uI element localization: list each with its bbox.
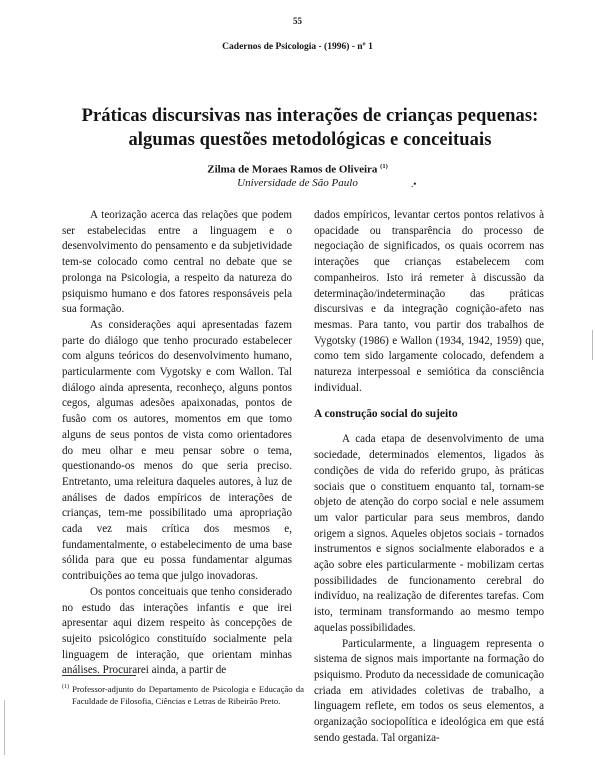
journal-header: Cadernos de Psicologia - (1996) - nº 1	[222, 42, 373, 52]
affiliation: Universidade de São Paulo	[237, 177, 358, 189]
scan-speck: .•	[411, 179, 417, 189]
paragraph: Particularmente, a linguagem representa o sistema de signos mais importante na formação do psiquismo. Produto da necessidade de comunicação criada em atividades coletivas de trabalho, a linguagem reflete, em todos os seus elementos, a organização sociopolítica e ideológica em que está sendo gestada. Tal organiza-	[314, 637, 544, 744]
scan-edge-mark	[592, 330, 593, 360]
author-note-ref: (1)	[380, 163, 388, 170]
paragraph: A cada etapa de desenvolvimento de uma sociedade, determinados elementos, ligados às condições de vida do referido grupo, às práticas sociais que o constituem enquanto tal, tornam-se objeto de atenção do corpo social e nele assumem um valor particular para seus membros, dando origem a signos. Aqueles objetos sociais - tornados instrumentos e signos socialmente elaborados e a ação sobre eles particularmente - mobilizam certas possibilidades de funcionamento cerebral do indivíduo, na realização de diferentes tarefas. Com isto, terminam transformando ao mesmo tempo aquelas possibilidades.	[314, 433, 544, 634]
footnote	[62, 681, 304, 707]
right-column	[314, 208, 544, 747]
page-number: 55	[293, 16, 302, 26]
footnote-rule	[62, 675, 136, 676]
footnote-text: Professor-adjunto do Departamento de Psicologia e Educação da Faculdade de Filosofia, Ciências e Letras de Ribeirão Preto.	[72, 683, 305, 706]
title-line-1: Práticas discursivas nas interações de crianças pequenas:	[81, 106, 539, 126]
author-name: Zilma de Moraes Ramos de Oliveira	[207, 163, 378, 176]
left-column	[62, 208, 292, 679]
scan-edge-mark	[4, 700, 5, 755]
paragraph: As considerações aqui apresentadas fazem parte do diálogo que tenho procurado estabelecer com alguns teóricos do desenvolvimento humano, particularmente com Vygotsky e com Wallon. Tal diálogo ainda apresenta, reconheço, alguns pontos cegos, algumas adesões apaixonadas, pontos de fusão com os autores, momentos em que tomo alguns de seus pontos de vista como orientadores do meu olhar e meu pensar sobre o tema, questionando-os menos do que seria preciso. Entretanto, uma releitura daqueles autores, à luz de análises de dados empíricos de interações de crianças, tem-me possibilitado uma apropriação cada vez mais crítica dos mesmos e, fundamentalmente, o estabelecimento de uma base sólida para que eu possa fundamentar algumas contribuições ao tema que julgo inovadoras.	[62, 318, 292, 583]
paragraph: Os pontos conceituais que tenho considerado no estudo das interações infantis e que irei apresentar aqui dizem respeito às concepções de sujeito psicológico constituído socialmente pela linguagem de interação, que orientam minhas análises. Procurarei ainda, a partir de	[62, 585, 292, 677]
paragraph: dados empíricos, levantar certos pontos relativos à opacidade ou transparência do processo de negociação de significados, os quais ocorrem nas interações que crianças estabelecem com companheiros. Isto irá remeter à discussão da determinação/indeterminação das práticas discursivas e da integração cognição-afeto nas mesmas. Para tanto, vou partir dos trabalhos de Vygotsky (1986) e Wallon (1934, 1942, 1959) que, como tem sido largamente colocado, defendem a natureza interpessoal e semiótica da consciência individual.	[314, 209, 544, 394]
section-heading: A construção social do sujeito	[314, 408, 458, 421]
article-title	[30, 104, 590, 152]
paragraph: A teorização acerca das relações que podem ser estabelecidas entre a linguagem e o desenvolvimento do pensamento e da subjetividade tem-se colocado como central no debate que se prolonga na Psicologia, a respeito da natureza do psiquismo humano e dos fatores responsáveis pela sua formação.	[62, 209, 292, 316]
footnote-ref: (1)	[62, 684, 69, 690]
author-line	[0, 163, 595, 176]
title-line-2: algumas questões metodológicas e conceituais	[128, 130, 492, 150]
